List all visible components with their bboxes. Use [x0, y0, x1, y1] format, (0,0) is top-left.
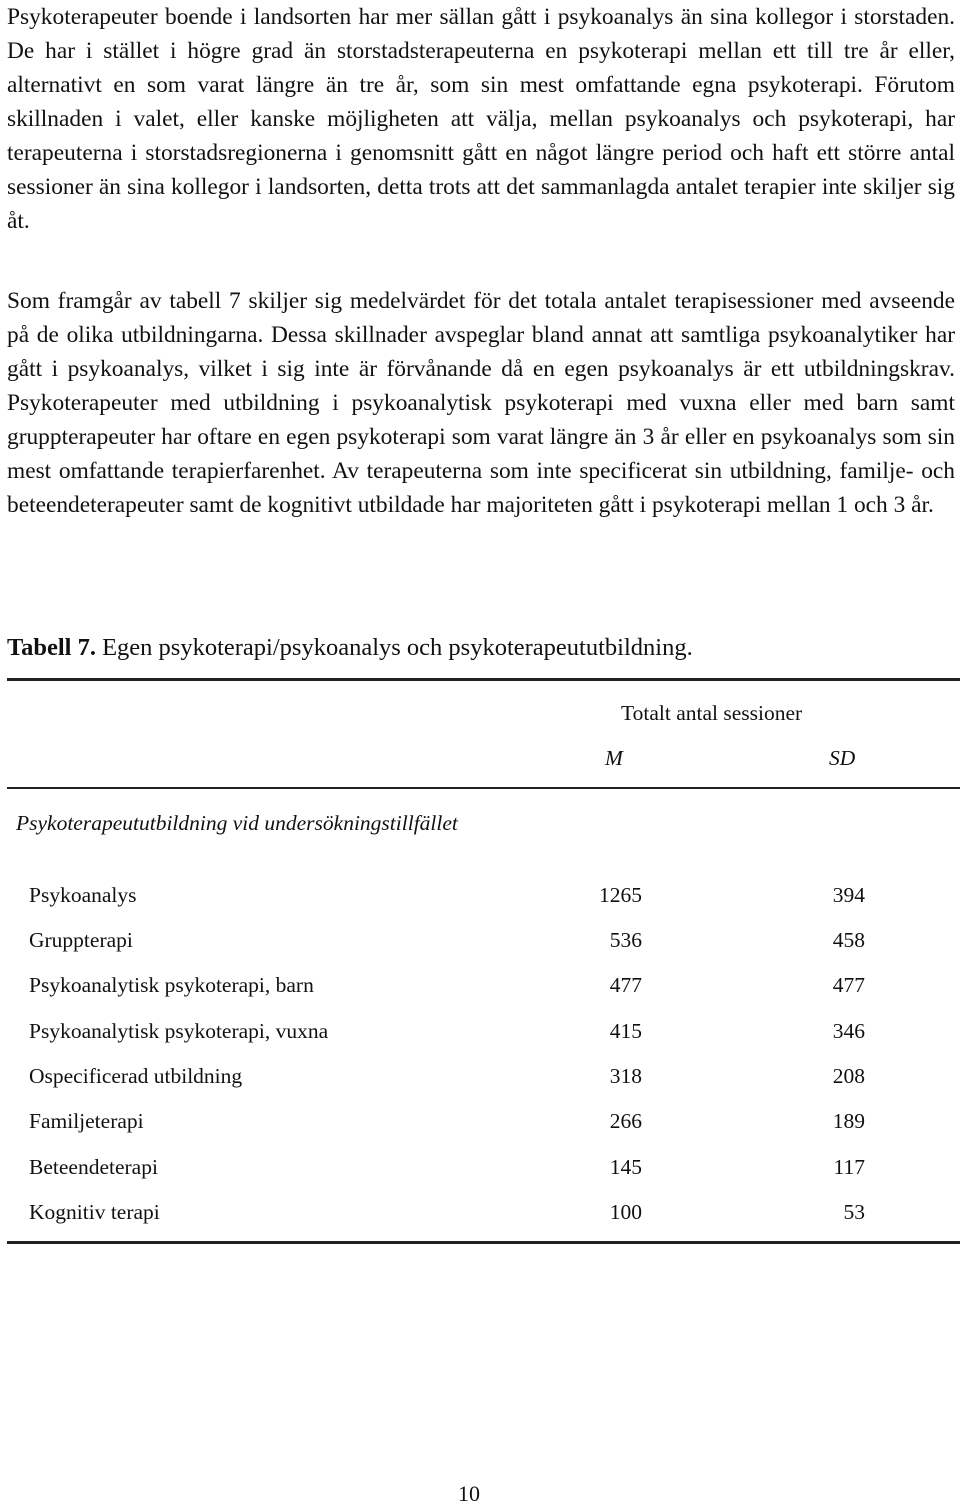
table-row: [0, 1061, 960, 1091]
page-number: 10: [458, 1481, 480, 1506]
row-sd: 477: [832, 973, 865, 997]
row-sd: 189: [832, 1109, 865, 1133]
table-caption: [7, 631, 693, 665]
row-label: Gruppterapi: [29, 928, 133, 952]
row-sd: 117: [833, 1155, 865, 1179]
row-sd: 394: [832, 883, 865, 907]
row-mean: 145: [609, 1155, 642, 1179]
row-mean: 1265: [599, 883, 642, 907]
row-mean: 318: [609, 1064, 642, 1088]
table-bottom-rule: [7, 1241, 960, 1244]
row-label: Psykoanalys: [29, 883, 137, 907]
table-row: [0, 880, 960, 910]
row-mean: 100: [609, 1200, 642, 1224]
row-sd: 346: [832, 1019, 865, 1043]
row-mean: 266: [609, 1109, 642, 1133]
row-sd: 458: [832, 928, 865, 952]
table-column-sd: SD: [829, 746, 856, 770]
row-label: Kognitiv terapi: [29, 1200, 160, 1224]
table-top-rule: [7, 678, 960, 681]
table-row: [0, 1152, 960, 1182]
row-label: Beteendeterapi: [29, 1155, 158, 1179]
table-row: [0, 970, 960, 1000]
table-caption-label: Tabell 7.: [7, 634, 96, 661]
table-row: [0, 1016, 960, 1046]
row-sd: 53: [843, 1200, 865, 1224]
row-label: Psykoanalytisk psykoterapi, barn: [29, 973, 314, 997]
table-row: [0, 925, 960, 955]
table-caption-text: Egen psykoterapi/psykoanalys och psykoterapeututbildning.: [95, 634, 693, 661]
row-mean: 536: [609, 928, 642, 952]
table-column-m: M: [605, 746, 623, 770]
row-mean: 477: [609, 973, 642, 997]
body-paragraph-2: Som framgår av tabell 7 skiljer sig medelvärdet för det totala antalet terapisessioner med avseende på de olika utbildningarna. Dessa skillnader avspeglar bland annat att samtliga psykoanalytiker har gått i psykoanalys, vilket i sig inte är förvånande då en egen psykoanalys är ett utbildningskrav. Psykoterapeuter med utbildning i psykoanalytisk psykoterapi med vuxna eller med barn samt gruppterapeuter har oftare en egen psykoterapi som varat längre än 3 år eller en psykoanalys som sin mest omfattande terapierfarenhet. Av terapeuterna som inte specificerat sin utbildning, familje- och beteendeterapeuter samt de kognitivt utbildade har majoriteten gått i psykoterapi mellan 1 och 3 år.: [7, 288, 955, 518]
table-row: [0, 1106, 960, 1136]
table-row: [0, 1197, 960, 1227]
table-row-header: Psykoterapeututbildning vid undersökningstillfället: [16, 811, 458, 835]
table-group-header: Totalt antal sessioner: [621, 701, 803, 725]
row-sd: 208: [832, 1064, 865, 1088]
row-mean: 415: [609, 1019, 642, 1043]
row-label: Ospecificerad utbildning: [29, 1064, 243, 1088]
row-label: Familjeterapi: [29, 1109, 144, 1133]
row-label: Psykoanalytisk psykoterapi, vuxna: [29, 1019, 329, 1043]
body-paragraph-1: Psykoterapeuter boende i landsorten har mer sällan gått i psykoanalys än sina kollegor i storstaden. De har i stället i högre grad än storstadsterapeuterna en psykoterapi mellan ett till tre år eller, alternativt en som varat längre än tre år, som sin mest omfattande egna psykoterapi. Förutom skillnaden i valet, eller kanske möjligheten att välja, mellan psykoanalys och psykoterapi, har terapeuterna i storstadsregionerna i genomsnitt gått en något längre period och haft ett större antal sessioner än sina kollegor i landsorten, detta trots att det sammanlagda antalet terapier inte skiljer sig åt.: [7, 4, 955, 234]
table-header-rule: [7, 787, 960, 789]
